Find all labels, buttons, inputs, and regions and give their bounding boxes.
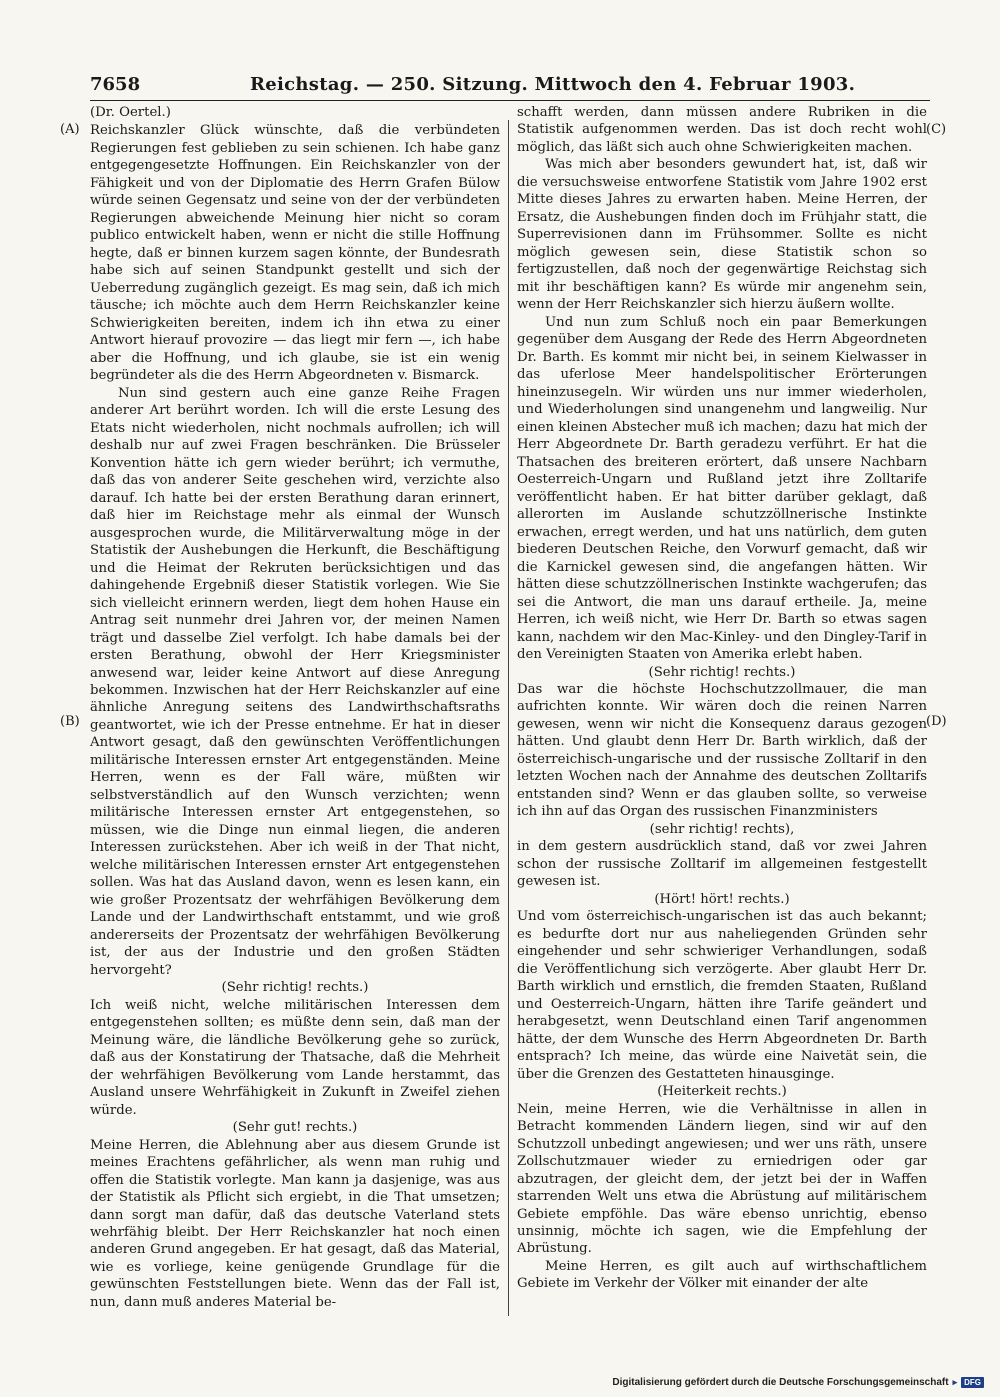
reaction-note: (sehr richtig! rechts),	[649, 821, 795, 837]
paragraph: in dem gestern ausdrücklich stand, daß vor zwei Jahren schon der russische Zolltarif im allgemeinen festgestellt gewesen ist.	[517, 839, 927, 890]
paragraph: Und vom österreichisch-ungarischen ist das auch bekannt; es bedurfte dort nur aus naheliegenden Gründen sehr eingehender und sehr schwieriger Verhandlungen, sodaß die Veröffentlichung sich verzögerte. Aber glaubt Herr Dr. Barth wirklich und ernstlich, die fremden Staaten, Rußland und Oesterreich-Ungarn, hätten ihre Tarife geändert und herabgesetzt, wenn Deutschland einen Tarif angenommen hätte, der dem Wunsche des Herrn Abgeordneten Dr. Barth entsprach? Ich meine, das würde eine Naivetät sein, die über die Grenzen des Gestatteten hinausginge.	[517, 909, 927, 1082]
paragraph: Meine Herren, es gilt auch auf wirthschaftlichem Gebiete im Verkehr der Völker mit einander der alte	[517, 1258, 927, 1292]
margin-mark-a: (A)	[60, 122, 80, 137]
reaction-note: (Sehr gut! rechts.)	[232, 1120, 358, 1136]
paragraph: Reichskanzler Glück wünschte, daß die verbündeten Regierungen fest geblieben zu sein schienen. Ich habe ganz entgegengesetzte Hoffnungen. Ein Reichskanzler von der Fähigkeit und von der Diplomatie des Herrn Grafen Bülow würde seinen Gegensatz und seine von der der verbündeten Regierungen abweichende Meinung hier nicht so coram publico entwickelt haben, wenn er nicht die stille Hoffnung hegte, daß er binnen kurzem sagen könnte, der Bundesrath habe sich auf seinen Standpunkt gestellt und sich der Ueberredung zugänglich gezeigt. Es mag sein, daß ich mich täusche; ich möchte auch dem Herrn Reichskanzler keine Schwierigkeiten bereiten, indem ich ihn etwa zu einer Antwort hierauf provozire — das liegt mir fern —, ich habe aber die Hoffnung, und ich glaube, sie ist ein wenig begründeter als die des Herrn Abgeordneten v. Bismarck.	[90, 123, 500, 384]
paragraph: Das war die höchste Hochschutzzollmauer, die man aufrichten konnte. Wir wären doch die reinen Narren gewesen, wenn wir nicht die Konsequenz daraus gezogen hätten. Und glaubt denn Herr Dr. Barth wirklich, daß der österreichisch-ungarische und der russische Zolltarif in den letzten Wochen nach der Annahme des deutschen Zolltarifs entstanden sind? Wenn er das glauben sollte, so verweise ich ihn auf das Organ des russischen Finanzministers	[517, 681, 927, 820]
column-divider	[508, 120, 509, 1316]
dfg-logo: DFG	[961, 1377, 984, 1388]
margin-mark-c: (C)	[926, 122, 947, 137]
page-number: 7658	[90, 74, 141, 95]
paragraph: Nein, meine Herren, wie die Verhältnisse in allen in Betracht kommenden Ländern liegen, sind wir auf den Schutzzoll unbedingt angewiesen; und wer uns räth, unsere Zollschutzmauer wieder zu erniedrigen oder gar abzutragen, der gleicht dem, der jetzt bei der in Waffen starrenden Welt uns etwa die Abrüstung auf militärischem Gebiete empföhle. Das wäre ebenso unrichtig, ebenso unsinnig, möchte ich sagen, wie die Empfehlung der Abrüstung.	[517, 1101, 927, 1257]
paragraph: Und nun zum Schluß noch ein paar Bemerkungen gegenüber dem Ausgang der Rede des Herrn Abgeordneten Dr. Barth. Es kommt mir nicht bei, in seinem Kielwasser in das uferlose Meer handelspolitischer Erörterungen hineinzusegeln. Wir würden uns nur immer wiederholen, und Wiederholungen sind unangenehm und langweilig. Nur einen kleinen Abstecher muß ich machen; dazu hat mich der Herr Abgeordnete Dr. Barth geradezu verführt. Er hat die Thatsachen des breiteren erörtert, daß unsere Nachbarn Oesterreich-Ungarn und Rußland jetzt ihre Zolltarife veröffentlicht haben. Er hat bitter darüber geklagt, daß allerorten im Auslande schutzzöllnerische Instinkte erwachen, erregt werden, und hat uns natürlich, dem guten biederen Deutschen Reiche, den Vorwurf gemacht, daß wir die Karnickel gewesen sind, die angefangen hätten. Wir hätten diese schutzzöllnerischen Instinkte wachgerufen; das sei die Antwort, die man uns darauf ertheile. Ja, meine Herren, ich weiß nicht, wie Herr Dr. Barth so etwas sagen kann, nachdem wir den Mac-Kinley- und den Dingley-Tarif in den Vereinigten Staaten von Amerika erlebt haben.	[517, 314, 927, 663]
footer-credit: Digitalisierung gefördert durch die Deutsche Forschungsgemeinschaft	[612, 1376, 949, 1388]
reaction-note: (Sehr richtig! rechts.)	[221, 980, 369, 996]
reaction-note: (Heiterkeit rechts.)	[657, 1084, 787, 1100]
header-rule	[90, 100, 930, 101]
chevron-right-icon: ▸	[952, 1376, 958, 1387]
paragraph: schafft werden, dann müssen andere Rubriken in die Statistik aufgenommen werden. Das ist doch recht wohl möglich, das läßt sich auch ohne Schwierigkeiten machen.	[517, 105, 927, 155]
reaction-note: (Hört! hört! rechts.)	[654, 891, 790, 907]
paragraph: Ich weiß nicht, welche militärischen Interessen dem entgegenstehen sollten; es müßte denn sein, daß man der Meinung wäre, die ländliche Bevölkerung gehe so zurück, daß aus der Konstatirung der Thatsache, daß die Mehrheit der wehrfähigen Bevölkerung vom Lande herstammt, das Ausland unsere Wehrfähigkeit in Zukunft in Zweifel ziehen würde.	[90, 997, 500, 1118]
paragraph: Was mich aber besonders gewundert hat, ist, daß wir die versuchsweise entworfene Statistik vom Jahre 1902 erst Mitte dieses Jahres zu erwarten haben. Meine Herren, der Ersatz, die Aushebungen finden doch im Frühjahr statt, die Superrevisionen dann im Frühsommer. Sollte es nicht möglich gewesen sein, diese Statistik schon so fertigzustellen, daß noch der gegenwärtige Reichstag sich mit ihr beschäftigen kann? Es würde mir angenehm sein, wenn der Herr Reichskanzler sich hierzu äußern wollte.	[517, 157, 927, 313]
page-title: Reichstag. — 250. Sitzung. Mittwoch den 4. Februar 1903.	[250, 74, 856, 95]
paragraph: Nun sind gestern auch eine ganze Reihe Fragen anderer Art berührt worden. Ich will die erste Lesung des Etats nicht wiederholen, nicht nochmals aufrollen; ich will deshalb nur auf zwei Fragen beschränken. Die Brüsseler Konvention hätte ich gern wieder berührt; ich vermuthe, daß das von anderer Seite geschehen wird, verzichte also darauf. Ich hatte bei der ersten Berathung daran erinnert, daß hier im Reichstage mehr als einmal der Wunsch ausgesprochen wurde, die Militärverwaltung möge in der Statistik der Aushebungen die Herkunft, die Beschäftigung und die Heimat der Rekruten berücksichtigen und das dahingehende Ergebniß dieser Statistik vorlegen. Wie Sie sich vielleicht erinnern werden, liegt dem hohen Hause ein Antrag seit nunmehr drei Jahren vor, der meinen Namen trägt und dasselbe Ziel verfolgt. Ich habe damals bei der ersten Berathung, obwohl der Herr Kriegsminister anwesend war, leider keine Antwort auf diese Anregung bekommen. Inzwischen hat der Herr Reichskanzler auf eine ähnliche Anregung seitens des Landwirthschaftsraths geantwortet, wie ich der Presse entnehme. Er hat in dieser Antwort gesagt, daß den gewünschten Veröffentlichungen militärische Interessen ernster Art entgegenständen. Meine Herren, wenn es der Fall wäre, müßten wir selbstverständlich auf den Wunsch verzichten; wenn militärische Interessen ernster Art entgegenstehen, so müssen, wie die Dinge nun einmal liegen, die anderen Interessen zurückstehen. Aber ich weiß in der That nicht, welche militärischen Interessen ernster Art entgegenstehen sollen. Was hat das Ausland davon, wenn es lesen kann, ein wie großer Prozentsatz der wehrfähigen Bevölkerung dem Lande und der Landwirthschaft entstammt, und wie groß andererseits der Prozentsatz der wehrfähigen Bevölkerung ist, der aus der Industrie und den großen Städten hervorgeht?	[90, 385, 500, 978]
speaker-label: (Dr. Oertel.)	[90, 105, 171, 120]
reaction-note: (Sehr richtig! rechts.)	[648, 664, 796, 680]
right-column	[517, 104, 927, 1293]
footer	[612, 1375, 984, 1389]
margin-mark-b: (B)	[60, 714, 80, 729]
page-header	[90, 70, 930, 102]
margin-mark-d: (D)	[926, 714, 947, 729]
left-column	[90, 104, 500, 1311]
paragraph: Meine Herren, die Ablehnung aber aus diesem Grunde ist meines Erachtens gefährlicher, als wenn man ruhig und offen die Statistik vorlegte. Man kann ja dasjenige, was aus der Statistik als Pflicht sich ergiebt, in die That umsetzen; dann sorgt man dafür, daß das deutsche Vaterland stets wehrfähig bleibt. Der Herr Reichskanzler hat noch einen anderen Grund angegeben. Er hat gesagt, daß das Material, wie es vorliege, keine genügende Grundlage für die gewünschten Feststellungen biete. Wenn das der Fall ist, nun, dann muß anderes Material be-	[90, 1137, 500, 1310]
